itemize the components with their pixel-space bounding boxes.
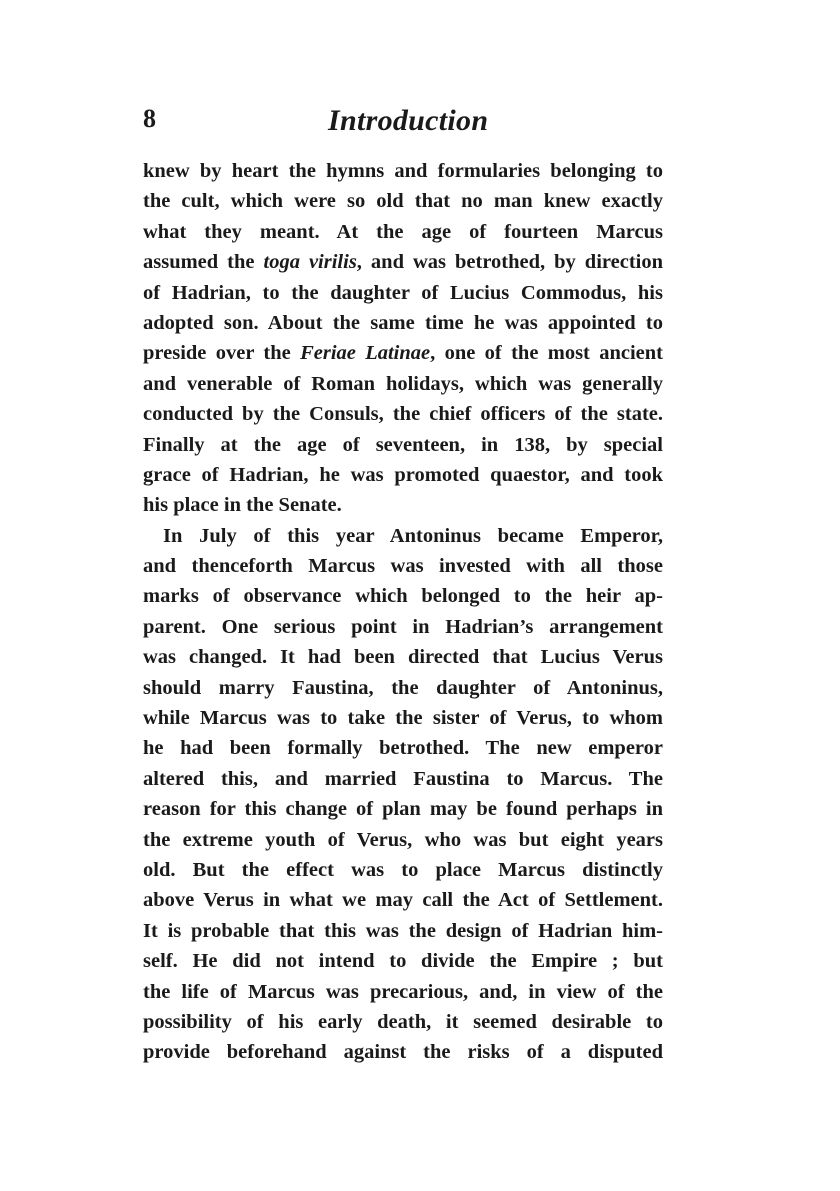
text-run: what they meant. At the age of fourteen Marcus [143,220,663,243]
text-run: parent. One serious point in Hadrian’s arrangement [143,615,663,638]
text-line [143,308,663,338]
paragraph [143,156,663,521]
text-line [143,490,663,520]
text-run: the cult, which were so old that no man knew exactly [143,190,663,213]
text-line [143,885,663,915]
text-run: assumed the [143,251,264,274]
text-run: reason for this change of plan may be found perhaps in [143,798,663,821]
text-line [143,946,663,976]
text-run: the life of Marcus was precarious, and, in view of the [143,980,663,1003]
text-line [143,399,663,429]
text-run: , one of the most ancient [430,342,663,365]
text-line [143,673,663,703]
text-line [143,156,663,186]
text-run: should marry Faustina, the daughter of Antoninus, [143,676,663,699]
text-run: provide beforehand against the risks of a disputed [143,1041,663,1064]
running-head: Introduction [328,104,489,137]
text-line [143,217,663,247]
text-line [143,338,663,368]
text-line [143,369,663,399]
text-line [143,642,663,672]
text-run: marks of observance which belonged to the heir ap- [143,585,663,608]
text-line [143,430,663,460]
text-line [143,460,663,490]
text-run: above Verus in what we may call the Act of Settlement. [143,889,663,912]
text-run: , and was betrothed, by direction [356,251,663,274]
text-run: In July of this year Antoninus became Emperor, [163,524,663,547]
text-run: was changed. It had been directed that Lucius Verus [143,646,663,669]
text-run: knew by heart the hymns and formularies belonging to [143,160,663,182]
text-line [143,186,663,216]
text-run: It is probable that this was the design of Hadrian him- [143,919,663,942]
text-run: altered this, and married Faustina to Marcus. The [143,767,663,790]
text-line [143,794,663,824]
text-run: the extreme youth of Verus, who was but eight years [143,828,663,851]
text-line [143,733,663,763]
text-line [143,855,663,885]
text-run: Finally at the age of seventeen, in 138, by special [143,433,663,456]
text-line [143,977,663,1007]
text-line [143,581,663,611]
text-run: conducted by the Consuls, the chief officers of the state. [143,403,663,426]
text-line [143,1007,663,1037]
paragraph [143,521,663,1068]
text-run: and thenceforth Marcus was invested with all those [143,555,663,578]
text-line [143,612,663,642]
text-line [143,521,663,551]
italic-phrase: Feriae Latinae [300,342,431,365]
text-run: old. But the effect was to place Marcus distinctly [143,858,663,881]
text-run: and venerable of Roman holidays, which was generally [143,372,663,395]
text-line [143,278,663,308]
text-run: self. He did not intend to divide the Empire ; but [143,950,663,973]
text-line [143,825,663,855]
italic-phrase: toga virilis [263,251,357,274]
text-line [143,1037,663,1067]
text-line [143,764,663,794]
text-run: while Marcus was to take the sister of Verus, to whom [143,707,663,730]
text-run: of Hadrian, to the daughter of Lucius Commodus, his [143,281,663,304]
text-run: preside over the [143,342,301,365]
text-line [143,247,663,277]
text-line [143,551,663,581]
text-run: possibility of his early death, it seemed desirable to [143,1010,663,1033]
body-text [143,156,663,1068]
text-line [143,916,663,946]
page-number: 8 [143,104,156,133]
text-run: adopted son. About the same time he was appointed to [143,311,663,334]
page-header [143,104,663,144]
text-run: he had been formally betrothed. The new emperor [143,737,663,760]
text-line [143,703,663,733]
text-run: grace of Hadrian, he was promoted quaestor, and took [143,463,663,486]
text-run: his place in the Senate. [143,494,342,517]
